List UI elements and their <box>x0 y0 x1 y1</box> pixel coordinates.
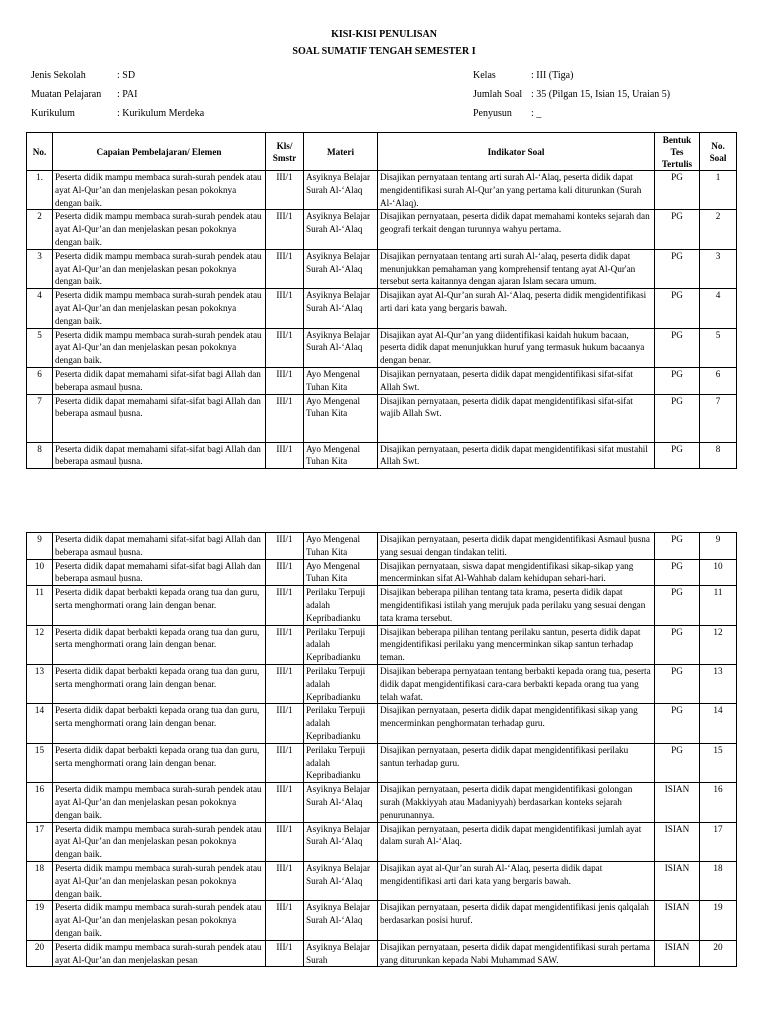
bentuk-cell: PG <box>655 704 700 743</box>
bentuk-cell: PG <box>655 743 700 782</box>
no-soal-cell: 17 <box>700 822 737 861</box>
info-value: : III (Tiga) <box>531 70 574 81</box>
table-row <box>27 625 737 664</box>
row-number: 15 <box>27 743 53 782</box>
row-number: 13 <box>27 664 53 703</box>
info-label: Penyusun <box>473 108 512 119</box>
kelas-cell: III/1 <box>266 533 304 560</box>
table-row <box>27 249 737 288</box>
materi-cell: Perilaku Terpuji adalah Kepribadianku <box>304 625 378 664</box>
table-row <box>27 171 737 210</box>
table-row <box>27 586 737 625</box>
capaian-cell: Peserta didik dapat memahami sifat-sifat bagi Allah dan beberapa asmaul ḥusna. <box>53 394 266 442</box>
row-number: 7 <box>27 394 53 442</box>
kisi-kisi-table-page1 <box>26 132 737 469</box>
bentuk-cell: PG <box>655 559 700 586</box>
kelas-cell: III/1 <box>266 625 304 664</box>
kelas-cell: III/1 <box>266 171 304 210</box>
bentuk-cell: PG <box>655 289 700 328</box>
bentuk-cell: PG <box>655 249 700 288</box>
table-row <box>27 783 737 822</box>
kelas-cell: III/1 <box>266 940 304 967</box>
info-label: Kurikulum <box>31 108 75 119</box>
materi-cell: Perilaku Terpuji adalah Kepribadianku <box>304 664 378 703</box>
kelas-cell: III/1 <box>266 367 304 394</box>
table-row <box>27 367 737 394</box>
table-row <box>27 442 737 469</box>
capaian-cell: Peserta didik dapat memahami sifat-sifat bagi Allah dan beberapa asmaul ḥusna. <box>53 442 266 469</box>
kelas-cell: III/1 <box>266 394 304 442</box>
capaian-cell: Peserta didik mampu membaca surah-surah pendek atau ayat Al-Qur’an dan menjelaskan pesan pokoknya dengan baik. <box>53 249 266 288</box>
info-value: : SD <box>117 70 136 81</box>
indikator-cell: Disajikan pernyataan, peserta didik dapat mengidentifikasi sifat-sifat Allah Swt. <box>378 367 655 394</box>
table-row <box>27 289 737 328</box>
indikator-cell: Disajikan ayat Al-Qur’an yang diidentifikasi kaidah hukum bacaan, peserta didik dapat menunjukkan huruf yang termasuk hukum bacaanya dengan benar. <box>378 328 655 367</box>
indikator-cell: Disajikan pernyataan, peserta didik dapat mengidentifikasi sikap yang mencerminkan penghormatan terhadap guru. <box>378 704 655 743</box>
no-soal-cell: 10 <box>700 559 737 586</box>
info-label: Muatan Pelajaran <box>31 89 102 100</box>
info-row <box>31 66 204 85</box>
row-number: 6 <box>27 367 53 394</box>
materi-cell: Asyiknya Belajar Surah Al-‘Alaq <box>304 210 378 249</box>
document-subtitle: SOAL SUMATIF TENGAH SEMESTER I <box>292 46 476 57</box>
no-soal-cell: 3 <box>700 249 737 288</box>
bentuk-cell: ISIAN <box>655 861 700 900</box>
row-number: 12 <box>27 625 53 664</box>
capaian-cell: Peserta didik dapat memahami sifat-sifat bagi Allah dan beberapa asmaul ḥusna. <box>53 533 266 560</box>
materi-cell: Ayo Mengenal Tuhan Kita <box>304 394 378 442</box>
indikator-cell: Disajikan pernyataan, peserta didik dapat mengidentifikasi Asmaul ḥusna yang sesuai dengan tindakan teliti. <box>378 533 655 560</box>
no-soal-cell: 18 <box>700 861 737 900</box>
row-number: 4 <box>27 289 53 328</box>
row-number: 16 <box>27 783 53 822</box>
info-row <box>31 104 204 123</box>
kelas-cell: III/1 <box>266 249 304 288</box>
no-soal-cell: 20 <box>700 940 737 967</box>
materi-cell: Perilaku Terpuji adalah Kepribadianku <box>304 586 378 625</box>
row-number: 3 <box>27 249 53 288</box>
materi-cell: Perilaku Terpuji adalah Kepribadianku <box>304 704 378 743</box>
no-soal-cell: 15 <box>700 743 737 782</box>
materi-cell: Asyiknya Belajar Surah Al-‘Alaq <box>304 822 378 861</box>
table-row <box>27 394 737 442</box>
materi-cell: Asyiknya Belajar Surah Al-‘Alaq <box>304 171 378 210</box>
info-label: Kelas <box>473 70 496 81</box>
indikator-cell: Disajikan pernyataan tentang arti surah Al-‘alaq, peserta didik dapat menunjukkan pemahaman yang komprehensif tentang ayat Al-Qur'an tersebut serta kaitannya dengan ajaran Islam secara umum. <box>378 249 655 288</box>
indikator-cell: Disajikan beberapa pernyataan tentang berbakti kepada orang tua, peserta didik dapat mengidentifikasi cara-cara berbakti kepada orang tua yang telah wafat. <box>378 664 655 703</box>
table-header-row <box>27 133 737 171</box>
table-row <box>27 664 737 703</box>
header-bentuk-tes: Bentuk Tes Tertulis <box>655 133 700 171</box>
materi-cell: Perilaku Terpuji adalah Kepribadianku <box>304 743 378 782</box>
bentuk-cell: PG <box>655 171 700 210</box>
bentuk-cell: PG <box>655 328 700 367</box>
header-no-soal: No. Soal <box>700 133 737 171</box>
row-number: 9 <box>27 533 53 560</box>
capaian-cell: Peserta didik dapat memahami sifat-sifat bagi Allah dan beberapa asmaul ḥusna. <box>53 559 266 586</box>
kelas-cell: III/1 <box>266 559 304 586</box>
indikator-cell: Disajikan pernyataan, peserta didik dapat mengidentifikasi golongan surah (Makkiyyah atau Madaniyyah) berdasarkan konteks sejarah penurunannya. <box>378 783 655 822</box>
materi-cell: Asyiknya Belajar Surah <box>304 940 378 967</box>
indikator-cell: Disajikan pernyataan, siswa dapat mengidentifikasi sikap-sikap yang mencerminkan sifat Al-Wahhab dalam kehidupan sehari-hari. <box>378 559 655 586</box>
row-number: 20 <box>27 940 53 967</box>
indikator-cell: Disajikan ayat al-Qur’an surah Al-‘Alaq, peserta didik dapat mengidentifikasi arti dari kata yang bergaris bawah. <box>378 861 655 900</box>
kelas-cell: III/1 <box>266 783 304 822</box>
indikator-cell: Disajikan pernyataan, peserta didik dapat mengidentifikasi jenis qalqalah berdasarkan posisi huruf. <box>378 901 655 940</box>
no-soal-cell: 1 <box>700 171 737 210</box>
no-soal-cell: 19 <box>700 901 737 940</box>
table-row <box>27 210 737 249</box>
indikator-cell: Disajikan beberapa pilihan tentang perilaku santun, peserta didik dapat mengidentifikasi perilaku yang mencerminkan sikap santun terhadap teman. <box>378 625 655 664</box>
bentuk-cell: PG <box>655 367 700 394</box>
row-number: 17 <box>27 822 53 861</box>
bentuk-cell: PG <box>655 586 700 625</box>
capaian-cell: Peserta didik dapat berbakti kepada orang tua dan guru, serta menghormati orang lain dengan benar. <box>53 704 266 743</box>
row-number: 19 <box>27 901 53 940</box>
kelas-cell: III/1 <box>266 822 304 861</box>
row-number: 11 <box>27 586 53 625</box>
bentuk-cell: ISIAN <box>655 783 700 822</box>
kelas-cell: III/1 <box>266 328 304 367</box>
materi-cell: Asyiknya Belajar Surah Al-‘Alaq <box>304 861 378 900</box>
table-row <box>27 559 737 586</box>
row-number: 18 <box>27 861 53 900</box>
kelas-cell: III/1 <box>266 704 304 743</box>
bentuk-cell: ISIAN <box>655 822 700 861</box>
capaian-cell: Peserta didik mampu membaca surah-surah pendek atau ayat Al-Qur’an dan menjelaskan pesan pokoknya dengan baik. <box>53 171 266 210</box>
info-row <box>473 104 670 123</box>
capaian-cell: Peserta didik mampu membaca surah-surah pendek atau ayat Al-Qur’an dan menjelaskan pesan pokoknya dengan baik. <box>53 210 266 249</box>
info-row <box>31 85 204 104</box>
no-soal-cell: 9 <box>700 533 737 560</box>
no-soal-cell: 16 <box>700 783 737 822</box>
kelas-cell: III/1 <box>266 664 304 703</box>
bentuk-cell: PG <box>655 210 700 249</box>
capaian-cell: Peserta didik mampu membaca surah-surah pendek atau ayat Al-Qur’an dan menjelaskan pesan pokoknya dengan baik. <box>53 901 266 940</box>
table-row <box>27 704 737 743</box>
info-row <box>473 85 670 104</box>
indikator-cell: Disajikan pernyataan, peserta didik dapat mengidentifikasi perilaku santun terhadap guru. <box>378 743 655 782</box>
header-materi: Materi <box>304 133 378 171</box>
capaian-cell: Peserta didik dapat berbakti kepada orang tua dan guru, serta menghormati orang lain dengan benar. <box>53 625 266 664</box>
header-indikator: Indikator Soal <box>378 133 655 171</box>
indikator-cell: Disajikan pernyataan tentang arti surah Al-‘Alaq, peserta didik dapat mengidentifikasi surah Al-Qur’an yang pertama kali diturunkan (Surah Al-‘Alaq). <box>378 171 655 210</box>
row-number: 8 <box>27 442 53 469</box>
bentuk-cell: PG <box>655 625 700 664</box>
capaian-cell: Peserta didik dapat berbakti kepada orang tua dan guru, serta menghormati orang lain dengan benar. <box>53 664 266 703</box>
no-soal-cell: 2 <box>700 210 737 249</box>
capaian-cell: Peserta didik dapat berbakti kepada orang tua dan guru, serta menghormati orang lain dengan benar. <box>53 743 266 782</box>
capaian-cell: Peserta didik mampu membaca surah-surah pendek atau ayat Al-Qur’an dan menjelaskan pesan pokoknya dengan baik. <box>53 783 266 822</box>
indikator-cell: Disajikan ayat Al-Qur’an surah Al-‘Alaq, peserta didik mengidentifikasi arti dari kata yang bergaris bawah. <box>378 289 655 328</box>
info-value: : Kurikulum Merdeka <box>117 108 205 119</box>
kelas-cell: III/1 <box>266 901 304 940</box>
info-left <box>31 66 204 123</box>
table-row <box>27 533 737 560</box>
materi-cell: Ayo Mengenal Tuhan Kita <box>304 559 378 586</box>
capaian-cell: Peserta didik mampu membaca surah-surah pendek atau ayat Al-Qur’an dan menjelaskan pesan pokoknya dengan baik. <box>53 822 266 861</box>
info-value: : _ <box>531 108 542 119</box>
indikator-cell: Disajikan beberapa pilihan tentang tata krama, peserta didik dapat mengidentifikasi istilah yang merujuk pada perilaku yang sesuai dengan tata krama tersebut. <box>378 586 655 625</box>
capaian-cell: Peserta didik mampu membaca surah-surah pendek atau ayat Al-Qur’an dan menjelaskan pesan <box>53 940 266 967</box>
capaian-cell: Peserta didik mampu membaca surah-surah pendek atau ayat Al-Qur’an dan menjelaskan pesan pokoknya dengan baik. <box>53 328 266 367</box>
bentuk-cell: PG <box>655 394 700 442</box>
bentuk-cell: PG <box>655 664 700 703</box>
materi-cell: Asyiknya Belajar Surah Al-‘Alaq <box>304 783 378 822</box>
no-soal-cell: 8 <box>700 442 737 469</box>
capaian-cell: Peserta didik dapat berbakti kepada orang tua dan guru, serta menghormati orang lain dengan benar. <box>53 586 266 625</box>
materi-cell: Asyiknya Belajar Surah Al-‘Alaq <box>304 328 378 367</box>
no-soal-cell: 5 <box>700 328 737 367</box>
no-soal-cell: 6 <box>700 367 737 394</box>
bentuk-cell: ISIAN <box>655 940 700 967</box>
no-soal-cell: 11 <box>700 586 737 625</box>
header-kelas-semester: Kls/ Smstr <box>266 133 304 171</box>
indikator-cell: Disajikan pernyataan, peserta didik dapat mengidentifikasi sifat mustahil Allah Swt. <box>378 442 655 469</box>
bentuk-cell: ISIAN <box>655 901 700 940</box>
indikator-cell: Disajikan pernyataan, peserta didik dapat mengidentifikasi surah pertama yang diturunkan kepada Nabi Muhammad SAW. <box>378 940 655 967</box>
info-label: Jenis Sekolah <box>31 70 86 81</box>
row-number: 10 <box>27 559 53 586</box>
indikator-cell: Disajikan pernyataan, peserta didik dapat memahami konteks sejarah dan geografi terkait dengan turunnya wahyu pertama. <box>378 210 655 249</box>
table-row <box>27 940 737 967</box>
info-value: : 35 (Pilgan 15, Isian 15, Uraian 5) <box>531 89 671 100</box>
table-row <box>27 743 737 782</box>
capaian-cell: Peserta didik mampu membaca surah-surah pendek atau ayat Al-Qur’an dan menjelaskan pesan pokoknya dengan baik. <box>53 861 266 900</box>
materi-cell: Asyiknya Belajar Surah Al-‘Alaq <box>304 901 378 940</box>
bentuk-cell: PG <box>655 442 700 469</box>
table-row <box>27 861 737 900</box>
kisi-kisi-table-page2 <box>26 532 737 967</box>
row-number: 5 <box>27 328 53 367</box>
table-row <box>27 328 737 367</box>
materi-cell: Ayo Mengenal Tuhan Kita <box>304 533 378 560</box>
info-label: Jumlah Soal <box>473 89 523 100</box>
info-row <box>473 66 670 85</box>
indikator-cell: Disajikan pernyataan, peserta didik dapat mengidentifikasi jumlah ayat dalam surah Al-‘Alaq. <box>378 822 655 861</box>
document-title: KISI-KISI PENULISAN <box>331 29 437 40</box>
header-no: No. <box>27 133 53 171</box>
kelas-cell: III/1 <box>266 586 304 625</box>
row-number: 1. <box>27 171 53 210</box>
table-row <box>27 901 737 940</box>
indikator-cell: Disajikan pernyataan, peserta didik dapat mengidentifikasi sifat-sifat wajib Allah Swt. <box>378 394 655 442</box>
kelas-cell: III/1 <box>266 743 304 782</box>
info-right <box>473 66 670 123</box>
row-number: 2 <box>27 210 53 249</box>
bentuk-cell: PG <box>655 533 700 560</box>
materi-cell: Ayo Mengenal Tuhan Kita <box>304 367 378 394</box>
capaian-cell: Peserta didik mampu membaca surah-surah pendek atau ayat Al-Qur’an dan menjelaskan pesan pokoknya dengan baik. <box>53 289 266 328</box>
row-number: 14 <box>27 704 53 743</box>
materi-cell: Asyiknya Belajar Surah Al-‘Alaq <box>304 249 378 288</box>
materi-cell: Asyiknya Belajar Surah Al-‘Alaq <box>304 289 378 328</box>
kelas-cell: III/1 <box>266 861 304 900</box>
no-soal-cell: 7 <box>700 394 737 442</box>
capaian-cell: Peserta didik dapat memahami sifat-sifat bagi Allah dan beberapa asmaul ḥusna. <box>53 367 266 394</box>
no-soal-cell: 12 <box>700 625 737 664</box>
no-soal-cell: 4 <box>700 289 737 328</box>
materi-cell: Ayo Mengenal Tuhan Kita <box>304 442 378 469</box>
table-row <box>27 822 737 861</box>
info-value: : PAI <box>117 89 138 100</box>
kelas-cell: III/1 <box>266 289 304 328</box>
no-soal-cell: 14 <box>700 704 737 743</box>
kelas-cell: III/1 <box>266 442 304 469</box>
no-soal-cell: 13 <box>700 664 737 703</box>
header-capaian: Capaian Pembelajaran/ Elemen <box>53 133 266 171</box>
kelas-cell: III/1 <box>266 210 304 249</box>
